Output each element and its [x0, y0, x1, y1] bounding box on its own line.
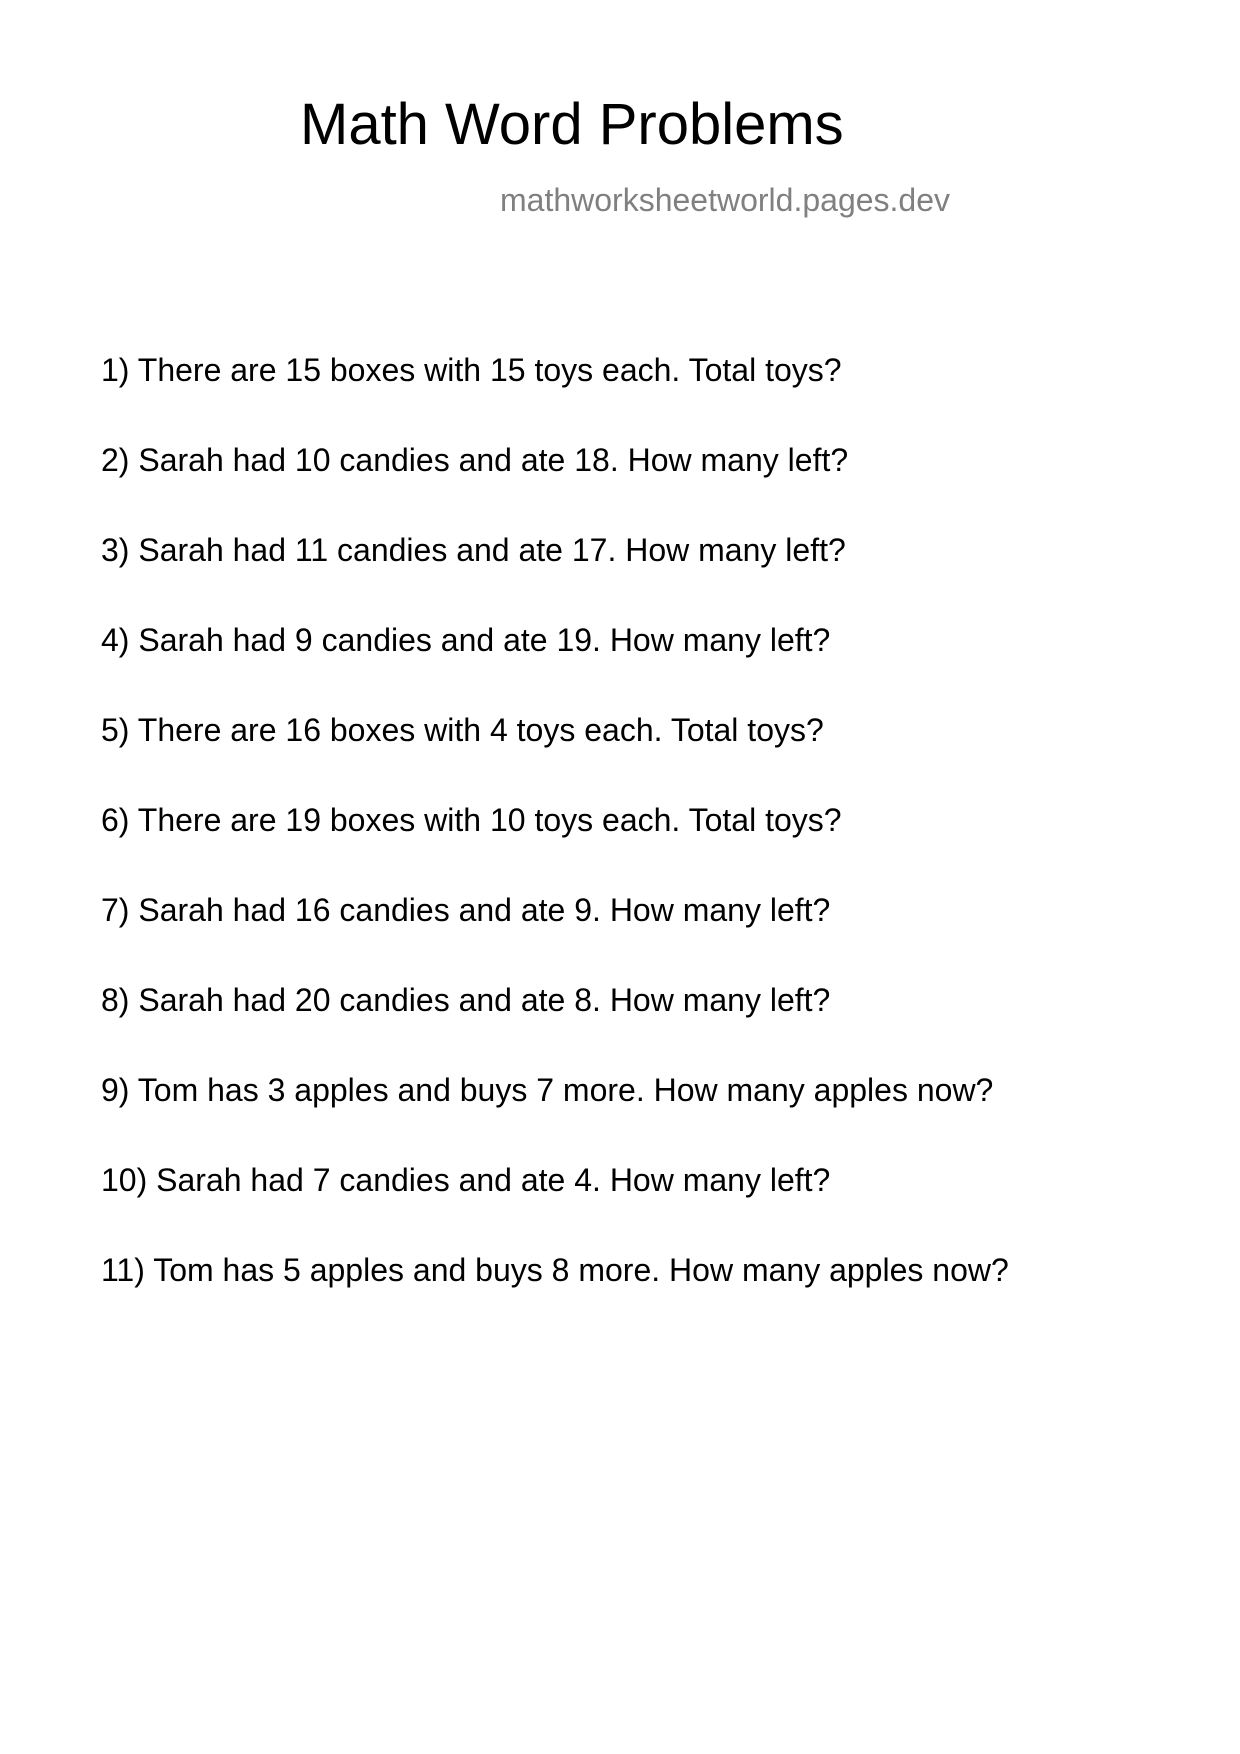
- worksheet-title: Math Word Problems: [300, 92, 844, 157]
- problem-item: 2) Sarah had 10 candies and ate 18. How many left?: [101, 442, 849, 478]
- problem-item: 5) There are 16 boxes with 4 toys each. Total toys?: [101, 712, 824, 748]
- problem-item: 3) Sarah had 11 candies and ate 17. How many left?: [101, 532, 846, 568]
- problem-item: 10) Sarah had 7 candies and ate 4. How many left?: [101, 1162, 831, 1198]
- problem-item: 8) Sarah had 20 candies and ate 8. How many left?: [101, 982, 831, 1018]
- problem-item: 7) Sarah had 16 candies and ate 9. How many left?: [101, 892, 831, 928]
- worksheet-source: mathworksheetworld.pages.dev: [500, 182, 951, 218]
- problem-item: 4) Sarah had 9 candies and ate 19. How many left?: [101, 622, 831, 658]
- problem-item: 1) There are 15 boxes with 15 toys each. Total toys?: [101, 352, 842, 388]
- problem-item: 11) Tom has 5 apples and buys 8 more. How many apples now?: [101, 1252, 1009, 1288]
- problem-item: 6) There are 19 boxes with 10 toys each. Total toys?: [101, 802, 842, 838]
- problem-list: [101, 350, 1009, 1340]
- problem-item: 9) Tom has 3 apples and buys 7 more. How many apples now?: [101, 1072, 994, 1108]
